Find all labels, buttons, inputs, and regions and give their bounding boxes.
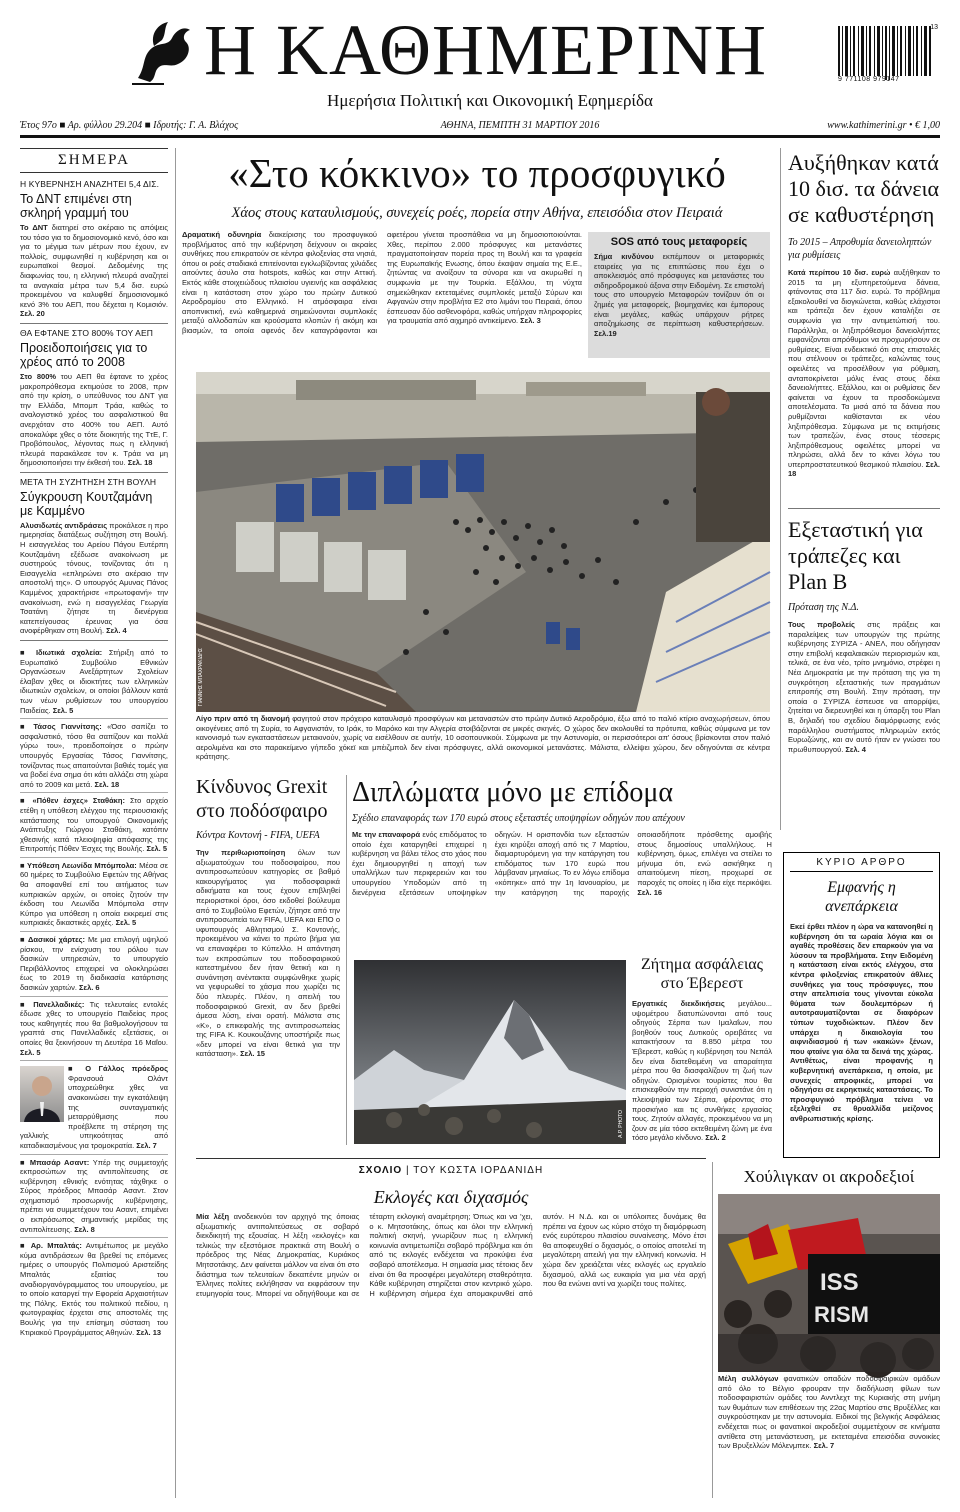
barcode [836, 24, 938, 90]
lead-photo-caption: Λίγο πριν από τη διανομή φαγητού στον πρόχειρο καταυλισμό προσφύγων και μεταναστών στο πρώην Δυτικό Αεροδρόμιο, έξω από το παλιό κτίριο αναχωρήσεων, όπου οικογένειες από τη Συρία, το Αφγανιστάν, το Ιράκ, το Μαρόκο και την Αλγερία στοιβάζονται σε μικρές σκηνές. Ο χώρος δεν ακολουθεί τα πρότυπα, καθώς σύμφωνα με τον κανονισμό των εγκαταστάσεων μετακινούν, χωρίς να εισέλθουν σε αυτήν, 10 οσοπουνικούι. Σύμφωνα με την Αστυνομία, οι περισσότεροι απ' όσους βρίσκονται στον παλιό αερολιμένα και στο παρακείμενο γήπεδο χόκεϊ και μπέιζμπολ δεν είναι πρόσφυγες, αλλά οικονομικοί μετανάστες. Μάλιστα, ελλείψει χώρου, δεν οδηγούνται σε κέντρα κράτησης. [196, 714, 770, 762]
column-divider [712, 1162, 713, 1498]
grexit-dek: Κόντρα Κοντονή - FIFA, UEFA [196, 830, 320, 841]
right-story2-dek: Πρόταση της Ν.Δ. [788, 602, 859, 613]
hooligans-headline: Χούλιγκαν οι ακροδεξιοί [743, 1167, 915, 1186]
left-item-body: Στο 800% του ΑΕΠ θα έφτανε το χρέος μακροπρόθεσμα εκτιμούσε το 2008, πριν από την κρίση, ο υπεύθυνος του ΔΝΤ για την Ελλάδα, Μπομπ Τράα, καθώς το αναλογιστικό χρέος του ασφαλιστικού θα ανερχόταν στο 400% του ΑΕΠ. Αυτό αποκαλύφε χθες ο τότε διοικητής της ΤτΕ, Γ. Προβόπουλος, λέγοντας πως η ελληνική πλευρά παρακάλεσε τον κ. Τράα να μη δημοσιοποιήσει την έκθεσή του. Σελ. 18 [20, 371, 168, 468]
right-column [788, 150, 940, 830]
everest-headline: Ζήτημα ασφάλειας στο Έβερεστ [640, 956, 764, 992]
grexit-body: Την περιθωριοποίηση όλων των αξιωματούχων του ποδοσφαίρου, που αντιπροσωπεύουν κατηγορίες σε βαθμό κακουργήματος για ποδοσφαιρικά αδικήματα και τους έχουν επιβληθεί περιοριστικοί όροι, όσο εκδοθεί βούλευμα από το Συμβούλιο Εφετών, ζήτησε από την αντιπροσωπεία των FIFA, UEFA και ΕΠΟ ο υφυπουργός Αθλητισμού Σ. Κοντονής, προκειμένου να κάνει το πρώτο βήμα για να επαναφέρει το Κύπελλο. Η απάντηση των εκπροσώπων του ποδοσφαιρικού κατεστημένου δεν ήταν θετική και η συνάντηση ανέντακτα συμφώνθηκε χωρίς να γεφυρωθεί το χάσμα που χωρίζει τις δύο πλευρές. Πλέον, η απειλή του ποδοσφαιρικού Grexit, αν δεν βρεθεί άμεσα λύση, είναι ορατή. Μάλιστα στις «Κ», ο επικεφαλής της αντιπροσωπείας της FIFA Κ. Κουκουζάνης υποστήριξε πως «δεν μπορεί να είναι θετικά για την κατάσταση». Σελ. 15 [196, 848, 340, 1059]
hollande-photo [20, 1066, 64, 1122]
masthead-meta-right: www.kathimerini.gr • € 1,00 [827, 120, 940, 131]
editorial-label: ΚΥΡΙΟ ΑΡΘΡΟ [790, 857, 933, 872]
column-author: ΤΟΥ ΚΩΣΤΑ ΙΟΡΔΑΝΙΔΗ [413, 1165, 544, 1176]
sos-title: SOS από τους μεταφορείς [610, 236, 748, 248]
masthead-subtitle: Ημερήσια Πολιτική και Οικονομική Εφημερίδα [327, 91, 653, 110]
left-item-3 [20, 477, 168, 641]
brief: ■ Δασικοί χάρτες: Με μια επιλογή υψηλού ρίσκου, την ενίσχυση του ρόλου των δασικών υπηρεσιών, το υπουργείο Περιβάλλοντος επιχειρεί να ολοκληρώσει έως το 2019 τη διαδικασία κατάρτισης δασικών χαρτών. Σελ. 6 [20, 932, 168, 997]
lead-body: Δραματική οδυνηρία διακείρισης του προσφυγικού προβλήματος από την κυβέρνηση δείχνουν οι ακραίες συνθήκες που επικρατούν σε κέντρα φιλοξενίας στα νησιά, όπου οι ροές σταδιακά επιτείνονται εγκλωβίζοντας χιλιάδες αιτούντες άσυλο στα hotspots, καθώς και στην Αττική. Εκτός κάθε στοιχειώδους πλαισίου υγιεινής και ασφάλειας είναι η κατάσταση στον χώρο του πρώην Δυτικού Αεροδρομίου στο Ελληνικό. Η ατμόσφαιρα είναι αποπνικτική, ενώ καθημερινά σημειώνονται συμπλοκές μεταξύ αλλοδαπών και κρούσματα κλοπών ή ακόμη και βιασμών, τα οποία αφενός δεν καταγράφονται και αφετέρου γίνεται προσπάθεια να μη δημοσιοποιούνται. Χθες, περίπου 2.000 πρόσφυγες και μετανάστες πραγματοποίησαν πορεία προς τη Βουλή και τα γραφεία της Ευρωπαϊκής Ενωσης, όπου έκαψαν σημαία της Ε.Ε., ζητώντας να ανοίξουν τα σύνορα και να ακυρωθεί η συμφωνία με την Τουρκία. Εξάλλου, τη νύχτα σημειώθηκαν εκτεταμένες συμπλοκές μεταξύ Σύρων και Αφγανών στην προβλήτα Ε2 στο λιμάνι του Πειραιά, όπου έσπευσαν δύο ασθενοφόρα, καθώς υπήρχαν πληροφορίες για τραυματία από αιχμηρό αντικείμενο. Σελ. 3 [182, 230, 582, 335]
sos-body: Σήμα κινδύνου εκπέμπουν οι μεταφορικές εταιρείες για τις επιπτώσεις που έχει ο αποκλεισμός από πρόσφυγες και μετανάστες του σιδηροδρομικού άξονα στην Ειδομένη. Σε επιστολή τους στο υπουργείο Μεταφορών τονίζουν ότι οι ζημιές για μεταφορείς, βιομηχανίες και έμπορους είναι μεγάλες, καθώς υπάρχουν ρήτρες αποζημίωσης σε περίπτωση καθυστερήσεων. Σελ.19 [594, 252, 764, 338]
svg-text:RISM: RISM [814, 1302, 869, 1327]
lead-dek: Χάος στους καταυλισμούς, συνεχείς ροές, πορεία στην Αθήνα, επεισόδια στον Πειραιά [231, 205, 723, 221]
brief: ■ «Πόθεν έσχες» Σταθάκη: Στο αρχείο ετέθη η υπόθεση ελέγχου της περιουσιακής κατάστασης του υπουργού Οικονομικής Ανάπτυξης Γιώργου Σταθάκη, κατόπιν χθεσινής κατά πλειοψηφία απόφασης της Επιτροπής Πόθεν Έσχες της Βουλής. Σελ. 5 [20, 793, 168, 858]
masthead-title: Η ΚΑΘΗΜΕΡΙΝΗ [204, 10, 768, 90]
column-body: Μία λέξη ανοδεικνύει τον αρχηγό της όποιας αξιωματικής αντιπολιτεύσεως σε σοβαρό διεκδικητή της εξουσίας. Η λέξη «εκλογές» και τελικώς την εξεστόμισε πρακτικά στη Βουλή ο πρόεδρος της Νέας Δημοκρατίας, Κυριάκος Μητσοτάκης. Δεν φαίνεται μάλλον να είναι ότι στο διάστημα των τελευταίων δεκαπέντε μηνών οι Έλληνες πολίτες εκλήθησαν να εκφράσουν την ετυμηγορία τους. Μπορεί να οδηγήθουμε και σε τέταρτη εκλογική αναμέτρηση; Όπως και να 'χει, ο κ. Μητσοτάκης, όπως και όλοι την ελληνική πολιτική σκηνή, γνωρίζουν πως η ελληνική κοινωνία αντιμετωπίζει σοβαρό πρόβλημα και ότι από τις εκλογές ενδέχεται να προκύψει ένα σοβαρό αποτέλεσμα. Η σημασία μιας τέτοιας δεν είναι ότι θα προσφέρει μεγαλύτερη σταθερότητα. Κάθε κυβέρνηση στηρίζεται στον κεντρικό χώρο. Η κυβέρνηση σήμερα έχει απομακρυνθεί από αυτόν. Η Ν.Δ. και οι υπόλοιπες δυνάμεις θα πρέπει να έχουν ως κύριο στόχο τη διαμόρφωση ενός ευρύτερου πλαισίου συναίνεσης. Μόνο έτσι θα αποφευχθεί ο διχασμός, ο οποίος αποτελεί τη μεγαλύτερη απειλή για την ελληνική κοινωνία. Η χώρα δεν χρειάζεται νέες εκλογές ως εργαλείο διχασμού, αλλά ως ευκαιρία για μια νέα αρχή που θα ενώνει αντί να χωρίζει τους πολίτες. [196, 1212, 706, 1298]
photo-credit: ΓΙΑΝΝΗΣ ΜΠΑΧΡΑΚΙΔΗΣ [198, 647, 204, 706]
brief: ■ Ιδιωτικά σχολεία: Στήριξη από το Ευρωπαϊκό Συμβούλιο Εθνικών Οργανώσεων Ανεξάρτητων Σχολείων έλαβαν χθες οι ιδιοκτήτες των ελληνικών ιδιωτικών σχολείων, οι οποίοι βάλλουν κατά των νέων ρυθμίσεων του υπουργείου Παιδείας. Σελ. 5 [20, 645, 168, 719]
right-story1-body: Κατά περίπου 10 δισ. ευρώ αυξήθηκαν το 2015 τα μη εξυπηρετούμενα δάνεια, φτάνοντας στα 117 δισ. ευρώ. Το πρόβλημα εξακολουθεί να διογκώνεται, καθώς ελάχιστοι και τράπεζα δεν έχουν καταλήξει σε συμφωνία για την αντιμετώπισή του. Παράλληλα, οι ληξιπρόθεσμοι δανειολήπτες εμφανίζονται απρόθυμοι να προχωρήσουν σε ρυθμίσεις. Είναι ενδεικτικό ότι στις επιστολές που στέλνουν οι τράπεζες, καλώντας τους οφειλέτες να προσέλθουν για ρύθμιση, ανταποκρίνεται μόλις ένας στους δέκα δανειολήπτες. Εξάλλου, και οι ρυθμίσεις δεν φαίνεται να έχουν τα προσδοκώμενα αποτελέσματα. Τα μισά από τα δάνεια που ρυθμίζονται καθίστανται εκ νέου ληξιπρόθεσμα. Σύμφωνα με τις εκτιμήσεις των τραπεζών, ένας στους τέσσερις ληξιπρόθεσμους οφειλέτες μπορεί να πληρώσει, αλλά δεν το κάνει λόγω του υπερπροστατευτικού θεσμικού πλαισίου. Σελ. 18 [788, 268, 940, 479]
right-story1-headline: Αυξήθηκαν κατά 10 δισ. τα δάνεια σε καθυστέρηση [788, 150, 940, 227]
masthead-rule [20, 135, 940, 138]
svg-text:ISS: ISS [820, 1269, 859, 1296]
column-divider [780, 148, 781, 830]
left-item-title: Σύγκρουση Κουτζαμάνη με Καμμένο [20, 489, 153, 518]
hooligans-caption: Μέλη συλλόγων φανατικών οπαδών ποδοσφαιρικών ομάδων από όλο το Βέλγιο φρουραν την διαδήλωση φίλων των ποδοσφαιριστών ομάδες του Ανντλεχτ της Κυριακής στη μνήμη των θυμάτων των επιθέσεων της 22ας Μαρτίου στις Βρυξέλλες και συγκρούστηκαν με την αστυνομία. Ειδικοί της βελγικής Ασφάλειας ενδέχεται πως οι φανατικοί ακροδεξιοί συμμετέχουν σε κινήματα αντίθετα στη μετανάστευση, με εκτεταμένα επεισόδια συνοικίες των Βρυξελλών Μόλενμπεκ. Σελ. 7 [718, 1374, 940, 1451]
column-title: Εκλογές και διχασμός [373, 1187, 529, 1207]
kicker: Η ΚΥΒΕΡΝΗΣΗ ΑΝΑΖΗΤΕΙ 5,4 ΔΙΣ. [20, 179, 160, 189]
column-rule [196, 1158, 706, 1159]
section-title: ΣΗΜΕΡΑ [20, 148, 168, 173]
brief: ■ Πανελλαδικές: Τις τελευταίες εντολές έδωσε χθες το υπουργείο Παιδείας προς τους καθηγητές που θα βαθμολογήσουν τα γραπτά στις Πανελλαδικές εξετάσεις, οι οποίες θα ξεκινήσουν τη Δευτέρα 16 Μαΐου. Σελ. 5 [20, 997, 168, 1062]
everest-credit: A.P. PHOTO [618, 1110, 624, 1138]
column-header: ΣΧΟΛΙΟ | ΤΟΥ ΚΩΣΤΑ ΙΟΡΔΑΝΙΔΗ [358, 1165, 544, 1176]
masthead-meta-left: Έτος 97ο ■ Αρ. φύλλου 29.204 ■ Ιδρυτής: Γ. Α. Βλάχος [20, 120, 239, 131]
diplomas-body: Με την επαναφορά ενός επιδόματος το οποίο έχει καταργηθεί επιχειρεί η κυβέρνηση να βάλει τέλος στο χάος που έχει δημιουργηθεί η αποχή των υπαλλήλων των περιφερειών και του υπουργείου Υποδομών από τη διενέργεια εξετάσεων υποψηφίων οδηγών. Η ορισπονδία των εξεταστών έχει κηρύξει αποχή από τις 7 Μαρτίου, διαμαρτυρόμενη για την κατάργηση του επιδόματος των 170 ευρώ που λάμβαναν μηνιαίως. Το εν λόγω επίδομα «κόπηκε» από την 1η Ιανουαρίου, με την κατάργηση της παροχής οποιασδήποτε πρόσθετης αμοιβής στους δημοσίους υπαλλήλους. Η κυβέρνηση, όμως, επιλέγει να στείλει το μήνυμα ότι, ενώ ασκήθηκε η απαιτούμενη πίεση, προχωρεί σε παροχές τις οποίες η ίδια είχε περικόψει. Σελ. 16 [352, 830, 772, 897]
brief: ■ Αρ. Μπαλτάς: Αντιμέτωπος με μεγάλο κύμα αντιδράσεων θα βρεθεί τις επόμενες ημέρες ο υπουργός Πολιτισμού Αριστείδης Μπαλτάς εξαιτίας του αναδιοργανόγραμματος του υπουργείου, με το οποίο καταργεί την Εφορεία Αρχαιοτήτων της Πόλης. Εκτός του πολιτικού πεδίου, η φωτογραφίας έρχεται στις αποστολές της Βουλής για την επίσημη σύσταση του Κτιριακού Προγράμματος Αθηνών. Σελ. 13 [20, 1241, 168, 1337]
brief: ■ Υπόθεση Λεωνίδα Μπόμπολα: Μέσα σε 60 ημέρες το Συμβούλιο Εφετών της Αθήνας θα αποφανθεί επί του αιτήματος των κυπριακών αρχών, οι οποίες ζητούν την έκδοση του Λεωνίδα Μπόμπολα στην Κύπρο για υπόθεση η οποία εκκρεμεί στις κυπριακές δικαστικές αρχές. Σελ. 5 [20, 858, 168, 932]
left-item-body: Το ΔΝΤ διατηρεί στο ακέραιο τις απόψεις του τόσο για το δημοσιονομικό κενό, όσο και για το μέγιμα των μέτρων που έχουν, εν πολλοίς, συμφωνηθεί η κυβέρνηση και οι ευρωπαϊκοί θεσμοί. Δεδομένης της διαφωνίας του, η ελληνική πλευρά αναζητεί τα αναγκαία μέτρα των 5,4 δισ. ευρώ προκειμένου να καλυφθεί δημοσιονομικό κενό 3% του ΑΕΠ, που δέχεται η Κομισιόν. Σελ. 20 [20, 223, 168, 319]
right-story2-headline: Εξεταστική για τράπεζες και Plan B [788, 517, 923, 594]
everest-body: Εργατικές διεκδικήσεις μεγάλου... υψομέτρου διατυπώνονται από τους οδηγούς Σέρπα των Ιμαλαΐων, που βοηθούν τους Δυτικούς ορειβάτες να κατακτήσουν τα 8.850 μέτρα του Έβερεστ, καθώς η κυβέρνηση του Νεπάλ δεν είναι διατεθειμένη να απαραίτητα μέτρα που θα διασφαλίζουν τη ζωή των οδηγών. Ορισμένοι τουρίστες που θα επισκεφθούν την περιοχή συνιστάνε ότι η πλειοψηφία των Σέρπα, φέροντας στο προσκήνιο και τις συνθήκες εργασίας τους. Ζητούν αλλαγές, προκειμένου να μη ζουν σε μία τόσο εκτεθειμένη ζώνη με ένα τόσο μεγάλο κίνδυνο. Σελ. 2 [632, 999, 772, 1143]
kicker: ΘΑ ΕΦΤΑΝΕ ΣΤΟ 800% ΤΟΥ ΑΕΠ [20, 327, 153, 338]
lead-headline: «Στο κόκκινο» το προσφυγικό [228, 150, 726, 196]
left-item-2 [20, 328, 168, 473]
everest-photo [354, 960, 626, 1144]
column-label: ΣΧΟΛΙΟ [358, 1165, 403, 1176]
left-item-1 [20, 179, 168, 324]
brief: ■ Ο Γάλλος πρόεδρος Φρανσουά Ολάντ υποχρεώθηκε χθες να ανακοινώσει την εγκατάλειψη της συνταγματικής μεταρρύθμισης που προέβλεπε τη στέρηση της γαλλικής υπηκοότητας από καταδικασμένους για τρομοκρατία. Σελ. 7 [20, 1061, 168, 1154]
diplomas-dek: Σχέδιο επαναφοράς των 170 ευρώ στους εξεταστές υποψηφίων οδηγών που απέχουν [352, 813, 685, 824]
left-item-body: Αλυσιδωτές αντιδράσεις προκάλεσε η προ ημερησίας διατάξεως συζήτηση στη Βουλή. Η εισαγγελέας του Αρείου Πάγου Ευτέρπη Κουτζαμάνη εξέδωσε ανακοίνωση με συστηρούς τόνους, τονίζοντας ότι η Εισαγγελία «επληρώνει στο ακέραιο την αποστολή της». Ο υπουργός Αμυνας Πάνος Καμμένος χαρακτήρισε «πρωτοφανή» την ανακοίνωση, ενώ η εισαγγελέας Γεωργία Τσατάνη ζήτησε τη διενέργεια κατεπείγουσας έρευνας για όσα ανοφέρθηκαν στη Βουλή. Σελ. 4 [20, 520, 168, 636]
left-item-title: Το ΔΝΤ επιμένει στη σκληρή γραμμή του [20, 192, 132, 220]
right-story1-dek: Το 2015 – Απροθυμία δανειοληπτών για ρυθμίσεις [788, 237, 932, 261]
everest-story [632, 955, 772, 1145]
sos-box [588, 232, 770, 358]
editorial-title: Εμφανής η ανεπάρκεια [825, 879, 898, 915]
left-item-title: Προειδοποιήσεις για το χρέος από το 2008 [20, 340, 148, 369]
refugee-camp-photo [196, 372, 770, 712]
grexit-story [196, 775, 340, 1145]
diplomas-headline: Διπλώματα μόνο με επίδομα [352, 777, 674, 808]
editorial-body: Εκεί έρθει πλέον η ώρα να κατανοηθεί η κυβέρνηση ότι τα ωραία λόγια και οι αγαθές προθέσεις δεν επαρκούν για να λύσουν τα προβλήματα. Στην Ειδομένη η κατάσταση είναι εκτός ελέγχου, στα κέντρα φιλοξενίας επικρατούν άθλιες συνθήκες για τους πρόσφυγες, που στην απελπισία τους γίνονται εύκολα θύματα των δουλεμπόρων ή αυτοτραυματίζονται σε διαφόρων τύπων τυχοδιώκτων. Πλέον δεν υπάρχει η δικαιολογία του αιφνιδιασμού ή των «κακών» ξένων, που φταίνε για όλα τα δεινά της χώρας. Αντιθέτως, είναι προφανής η κυβερνητική ανεπάρκεια, η οποία, με συνεχείς απροφικές, μπορεί να οδηγήσει σε εκρηκτικές καταστάσεις. Το προσφυγικό πρόβλημα τείνει να εξελιχθεί σε θρυαλλίδα μείζονος ανθρωπιστικής κρίσης. [790, 922, 933, 1123]
grexit-headline: Κίνδυνος Grexit στο ποδόσφαιρο [196, 776, 328, 822]
kicker: ΜΕΤΑ ΤΗ ΣΥΖΗΤΗΣΗ ΣΤΗ ΒΟΥΛΗ [20, 476, 157, 487]
editorial-box [783, 852, 940, 1158]
column-divider [346, 775, 347, 1145]
barcode-number: 9 771108 979147 [838, 76, 900, 83]
barcode-issue: 13 [930, 24, 938, 31]
hooligans-photo [718, 1194, 940, 1372]
masthead-meta-center: ΑΘΗΝΑ, ΠΕΜΠΤΗ 31 ΜΑΡΤΙΟΥ 2016 [440, 120, 600, 131]
left-column [20, 148, 168, 1498]
brief: ■ Τάσος Γιαννίτσης: «Όσο σαπίζει το ασφαλιστικό, τόσο θα σαπίζουν και πολλά γύρω του», προειδοποίησε ο πρώην υπουργός Εργασίας Τάσος Γιαννίτσης, τονίζοντας πως απαιτούνται βαθιές τομές για να βοδεί ένα σημα ότι κάτι αλλάζει στη χώρα από το 2009 και μετά. Σελ. 18 [20, 719, 168, 793]
masthead-logo [124, 16, 200, 90]
brief: ■ Μπασάρ Ασαντ: Υπέρ της συμμετοχής εκπροσώπων της αντιπολίτευσης σε κυβέρνηση εθνικής ενότητας τάχθηκε ο Σύρος πρόεδρος Μπασάρ Ασαντ. Στον σχηματισμό προσωρινής κυβέρνησης, πρέπει να συμμετέχουν του Ασαντ, επιμένει ο εκπρόσωπος σημαντικής μερίδας της αντιπολίτευσης. Σελ. 8 [20, 1155, 168, 1239]
right-story2-body: Τους προβολείς στις πράξεις και παραλείψεις των υπουργών της πρώτης κυβέρνησης ΣΥΡΙΖΑ - ΑΝΕΛ, που οδήγησαν στην επιβολή κεφαλαιακών περιορισμών και, τελικά, σε ένα νέο, τρίτο μνημόνιο, στρέφει η Νέα Δημοκρατία με την πρόταση της για τη συγκρότηση εξεταστικής των πραγμάτων επιτροπής στη Βουλή. Στην πρόταση, την οποία ο ΣΥΡΙΖΑ έσπευσε να απορρίψει, ζητείται να διερευνηθεί και η ύπαρξη του Plan B, δηλαδή του σχεδίου διαμόρφωσης ενός παράλληλου συστήματος πληρωμών εκτός Ευρωζώνης, και αν αυτό ήταν εν γνώσει του πρωθυπουργού. Σελ. 4 [788, 620, 941, 754]
column-divider [175, 148, 176, 1498]
